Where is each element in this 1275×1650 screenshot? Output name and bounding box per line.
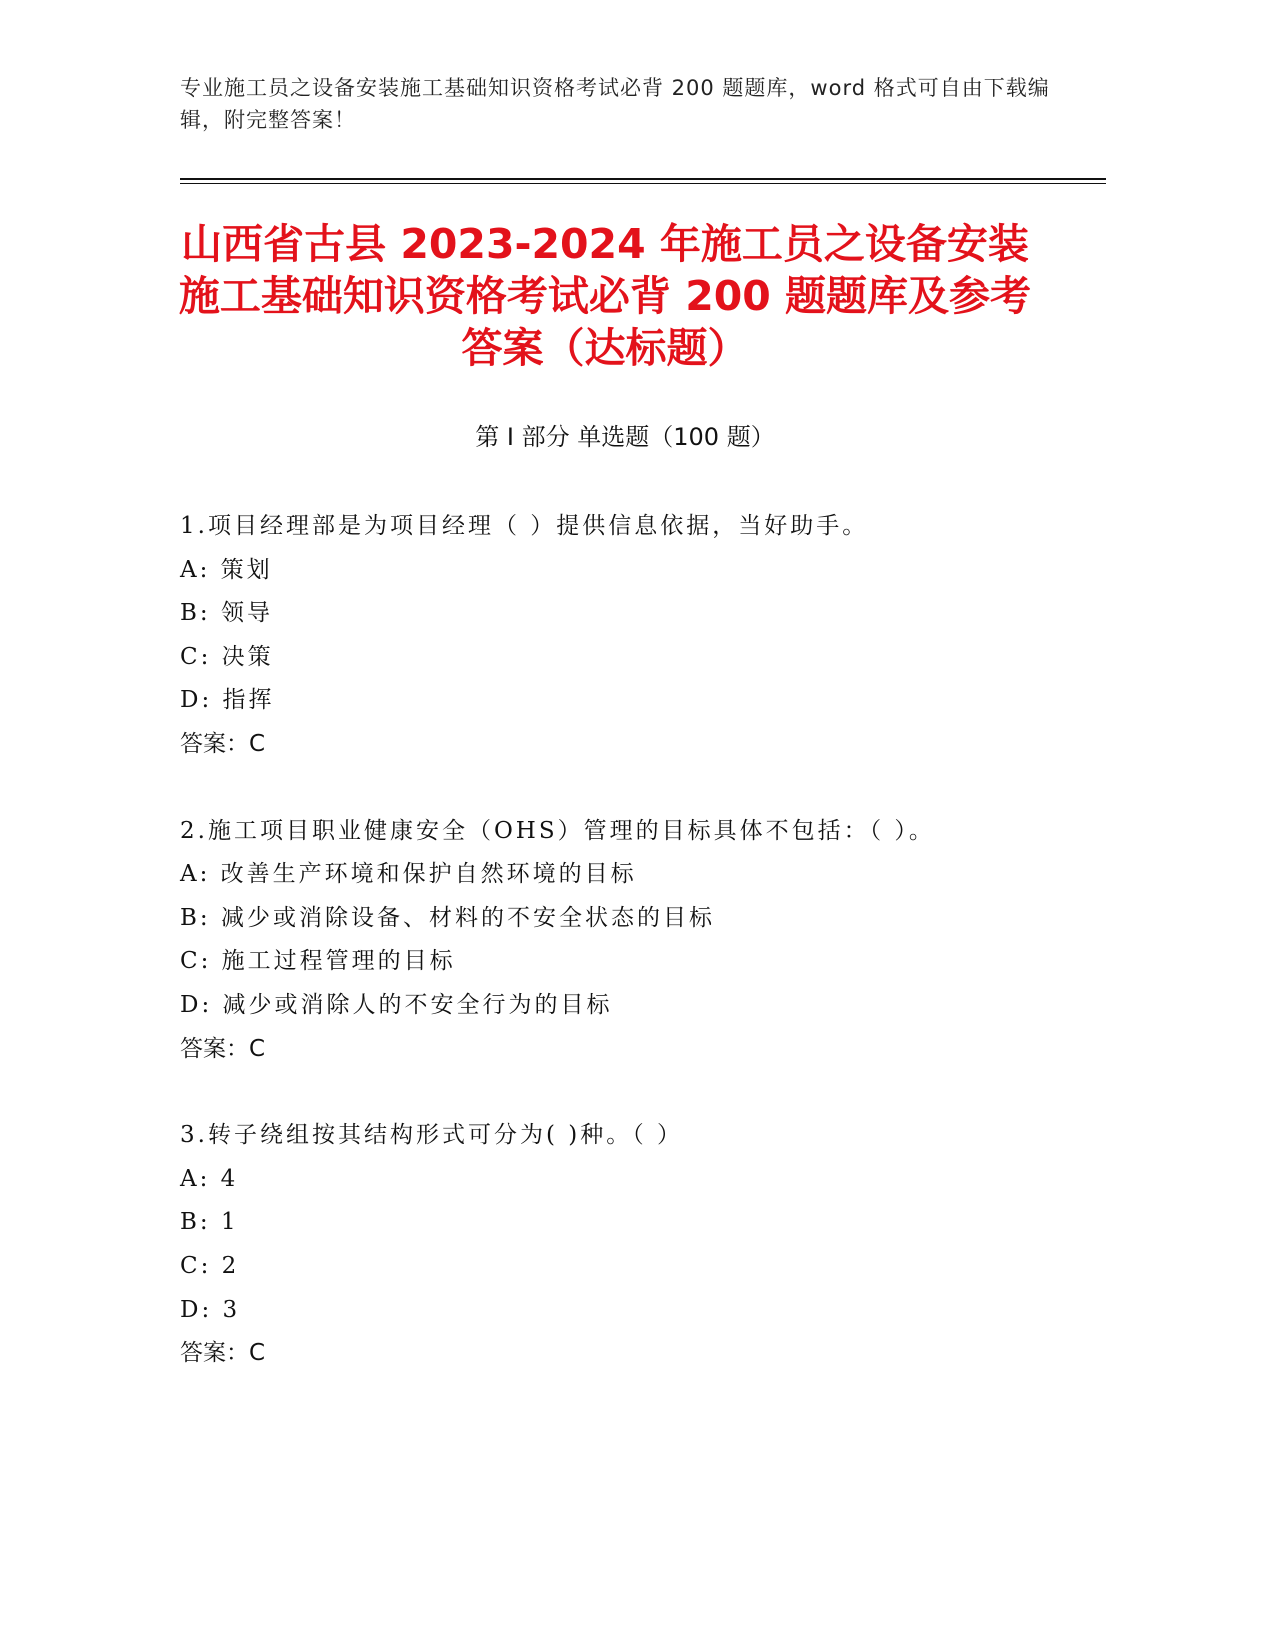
question-stem: 3.转子绕组按其结构形式可分为( )种。（ ） (180, 1122, 684, 1149)
option-c: C: 2 (180, 1252, 240, 1279)
option-b: B: 领导 (180, 600, 273, 627)
option-b: B: 减少或消除设备、材料的不安全状态的目标 (180, 904, 715, 931)
answer-line: 答案：C (180, 1340, 266, 1367)
option-a: A: 4 (180, 1165, 239, 1192)
question-list (180, 505, 1100, 1419)
option-d: D: 指挥 (180, 687, 275, 714)
section-heading: 第 I 部分 单选题（100 题） (475, 423, 775, 451)
header-divider-thick (180, 178, 1106, 180)
option-d: D: 减少或消除人的不安全行为的目标 (180, 991, 613, 1018)
question-stem: 2.施工项目职业健康安全（OHS）管理的目标具体不包括：（ ）。 (180, 817, 935, 844)
question-1 (180, 505, 1100, 767)
question-3 (180, 1114, 1100, 1376)
header-divider-thin (180, 183, 1106, 184)
option-a: A: 策划 (180, 556, 273, 583)
option-c: C: 决策 (180, 643, 274, 670)
option-c: C: 施工过程管理的目标 (180, 948, 456, 975)
question-2 (180, 810, 1100, 1072)
header-note: 专业施工员之设备安装施工基础知识资格考试必背 200 题题库，word 格式可自由下载编辑，附完整答案！ (180, 76, 1050, 132)
option-b: B: 1 (180, 1209, 239, 1236)
answer-line: 答案：C (180, 1035, 266, 1062)
option-d: D: 3 (180, 1296, 241, 1323)
question-stem: 1.项目经理部是为项目经理（ ）提供信息依据，当好助手。 (180, 513, 869, 539)
answer-line: 答案：C (180, 730, 266, 757)
document-title: 山西省古县 2023-2024 年施工员之设备安装施工基础知识资格考试必背 200 题题库及参考答案（达标题） (178, 220, 1032, 372)
option-a: A: 改善生产环境和保护自然环境的目标 (180, 861, 637, 888)
